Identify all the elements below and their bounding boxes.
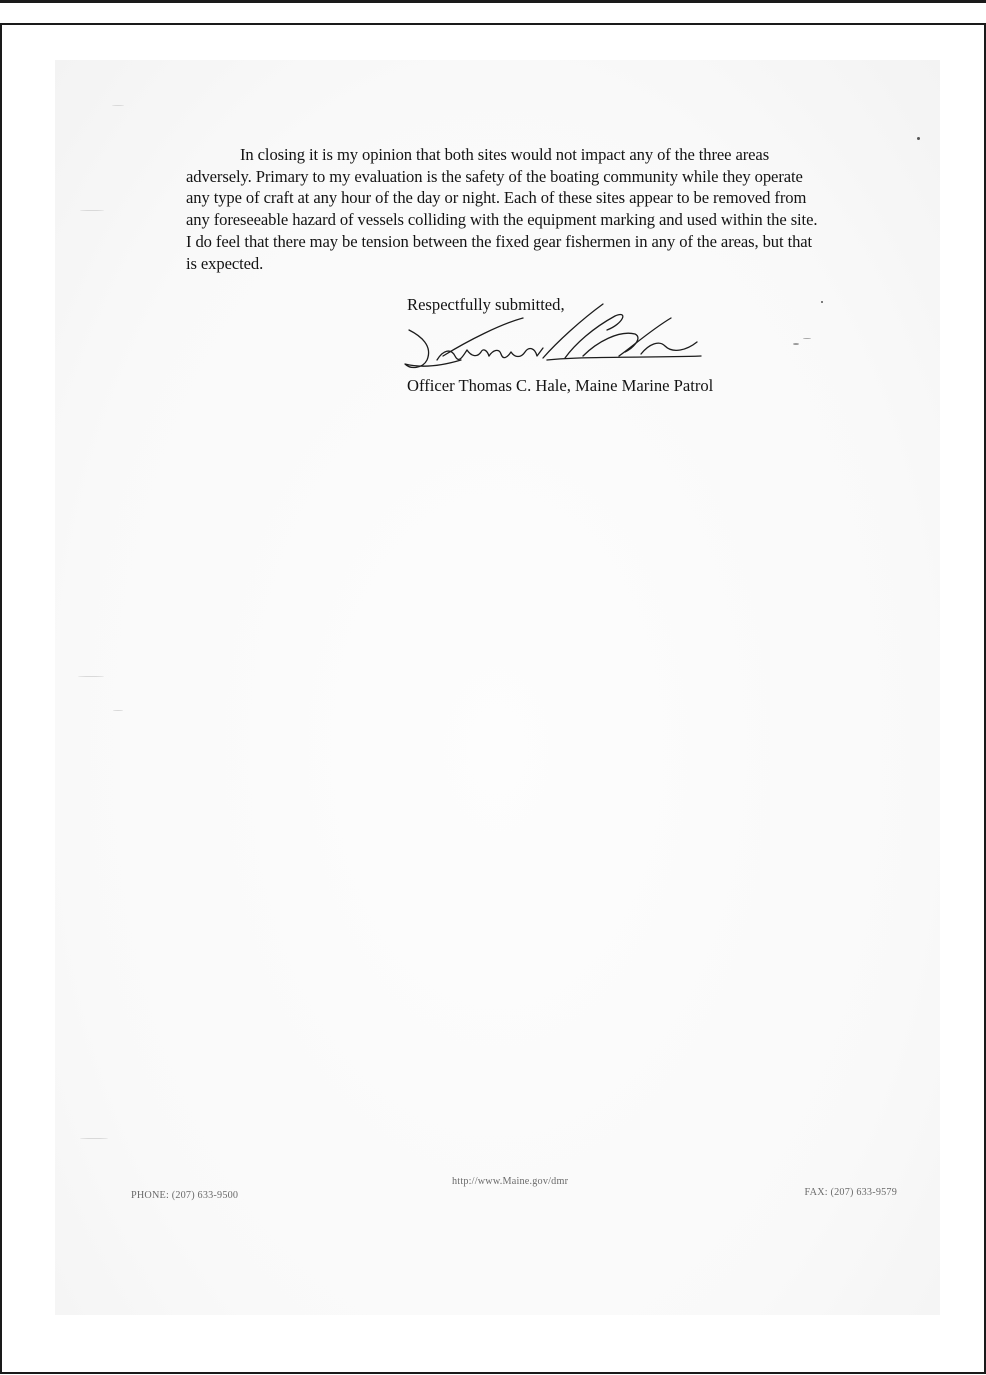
- page-top-rule: [0, 0, 986, 3]
- scan-speck: [821, 301, 823, 303]
- scan-mark: [113, 710, 123, 711]
- footer-phone: PHONE: (207) 633-9500: [131, 1190, 239, 1201]
- scan-mark: [78, 676, 104, 677]
- handwritten-signature: [397, 300, 717, 380]
- scan-mark: [80, 1138, 108, 1139]
- complimentary-close: Respectfully submitted,: [407, 295, 565, 314]
- scan-speck: [917, 137, 920, 140]
- scan-speck: [803, 338, 811, 339]
- scan-mark: [80, 210, 104, 211]
- scan-speck: [793, 343, 799, 345]
- footer-website-link[interactable]: http://www.Maine.gov/dmr: [452, 1176, 569, 1187]
- closing-paragraph: In closing it is my opinion that both sites would not impact any of the three areas adversely. Primary to my evaluation is the safety of the boating community while they operate any type of craft at any hour of the day or night. Each of these sites appear to be removed from any foreseeable hazard of vessels colliding with the equipment marking and used within the site. I do feel that there may be tension between the fixed gear fishermen in any of the areas, but that is expected.: [186, 145, 818, 273]
- footer-fax: FAX: (207) 633-9579: [804, 1187, 897, 1198]
- signer-name: Officer Thomas C. Hale, Maine Marine Patrol: [407, 376, 714, 395]
- scan-mark: [112, 105, 124, 106]
